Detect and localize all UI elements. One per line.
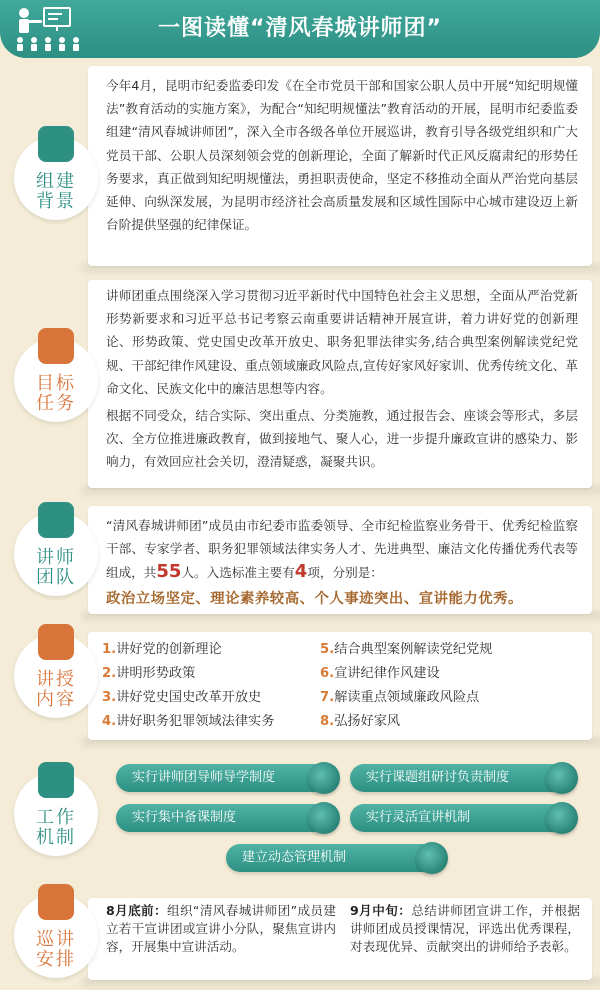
badge-label-line2: 安排 <box>36 949 76 970</box>
knob-icon <box>546 762 578 794</box>
badge-label-line1: 组建 <box>36 171 76 192</box>
knob-icon <box>308 802 340 834</box>
team-paragraph <box>106 514 578 585</box>
teal-square-icon <box>38 126 74 162</box>
badge-background <box>14 136 98 224</box>
header-banner <box>0 0 600 58</box>
badge-team <box>14 512 98 600</box>
topic-item: 6.宣讲纪律作风建设 <box>320 666 440 681</box>
topic-item: 4.讲好职务犯罪领域法律实务 <box>102 714 275 729</box>
member-count: 55 <box>156 561 182 583</box>
schedule-left-lead: 8月底前： <box>106 903 167 918</box>
topic-item: 3.讲好党史国史改革开放史 <box>102 690 262 705</box>
topic-item: 5.结合典型案例解读党纪党规 <box>320 642 493 657</box>
knob-icon <box>546 802 578 834</box>
schedule-left <box>106 902 336 956</box>
selection-criteria: 政治立场坚定、理论素养较高、个人事迹突出、宣讲能力优秀。 <box>106 589 523 607</box>
knob-icon <box>416 842 448 874</box>
section-mechanism <box>0 758 600 878</box>
team-text-middle: 人。入选标准主要有 <box>181 565 295 581</box>
orange-square-icon <box>38 884 74 920</box>
badge-label-line1: 讲授 <box>36 669 76 690</box>
badge-label-line1: 巡讲 <box>36 929 76 950</box>
background-paragraph: 今年4月，昆明市纪委监委印发《在全市党员干部和国家公职人员中开展“知纪明规懂法”教育活动的实施方案》，为配合“知纪明规懂法”教育活动的开展，昆明市纪委监委组建“清风春城讲师团”，深入全市各级各单位开展巡讲，教育引导各级党组织和广大党员干部、公职人员深刻领会党的创新理论，全面了解新时代正风反腐肃纪的形势任务要求，真正做到知纪明规懂法，勇担职责使命，坚定不移推动全面从严治党向基层延伸、向纵深发展，为昆明市经济社会高质量发展和区域性国际中心城市建设迈上新台阶提供坚强的纪律保证。 <box>106 78 578 233</box>
goals-paragraph-2: 根据不同受众，结合实际、突出重点、分类施教，通过报告会、座谈会等形式，多层次、全方位推进廉政教育，做到接地气、聚人心，进一步提升廉政宣讲的感染力、影响力，有效回应社会关切，澄清疑惑，凝聚共识。 <box>106 408 578 470</box>
badge-label-line2: 内容 <box>36 689 76 710</box>
section-background <box>0 66 600 266</box>
orange-square-icon <box>38 624 74 660</box>
criteria-count: 4 <box>294 561 308 583</box>
teal-square-icon <box>38 762 74 798</box>
background-panel <box>88 66 592 266</box>
topic-item: 7.解读重点领域廉政风险点 <box>320 690 480 705</box>
badge-label-line1: 工作 <box>36 807 76 828</box>
badge-label-line1: 目标 <box>36 373 76 394</box>
page-title: 一图读懂“清风春城讲师团” <box>158 16 442 41</box>
topic-item: 2.讲明形势政策 <box>102 666 196 681</box>
section-content <box>0 632 600 744</box>
teal-square-icon <box>38 502 74 538</box>
schedule-right-lead: 9月中旬： <box>350 903 412 918</box>
section-schedule <box>0 892 600 988</box>
badge-label-line2: 背景 <box>36 191 76 212</box>
section-goals <box>0 280 600 490</box>
mechanism-pill: 实行讲师团导师导学制度 <box>116 764 338 792</box>
mechanism-pill: 实行灵活宣讲机制 <box>350 804 576 832</box>
knob-icon <box>308 762 340 794</box>
orange-square-icon <box>38 328 74 364</box>
topic-item: 8.弘扬好家风 <box>320 714 401 729</box>
schedule-right-text: 总结讲师团宣讲工作，并根据讲师团成员授课情况，评选出优秀课程，对表现优异、贡献突出的讲师给予表彰。 <box>350 903 581 954</box>
badge-mechanism <box>14 772 98 860</box>
badge-label-line2: 任务 <box>36 393 76 414</box>
schedule-panel <box>88 898 592 980</box>
topic-list <box>102 638 582 734</box>
mechanism-pill: 实行集中备课制度 <box>116 804 338 832</box>
goals-panel <box>88 280 592 488</box>
team-text-after: 项，分别是： <box>307 565 383 581</box>
badge-content <box>14 634 98 722</box>
badge-label-line2: 团队 <box>36 567 76 588</box>
topic-item: 1.讲好党的创新理论 <box>102 642 222 657</box>
badge-label-line2: 机制 <box>36 827 76 848</box>
goals-paragraph-1: 讲师团重点围绕深入学习贯彻习近平新时代中国特色社会主义思想，全面从严治党新形势新要求和习近平总书记考察云南重要讲话精神开展宣讲，着力讲好党的创新理论、形势政策、党史国史改革开放史、职务犯罪法律实务,结合典型案例解读党纪党规、干部纪律作风建设、重点领域廉政风险点,宣传好家风好家训、优秀传统文化、革命文化、民族文化中的廉洁思想等内容。 <box>106 288 578 396</box>
mechanism-pill: 建立动态管理机制 <box>226 844 446 872</box>
section-team <box>0 506 600 618</box>
badge-schedule <box>14 894 98 982</box>
badge-label-line1: 讲师 <box>36 547 76 568</box>
schedule-right <box>350 902 580 956</box>
content-panel <box>88 632 592 740</box>
team-panel <box>88 506 592 614</box>
badge-goals <box>14 338 98 426</box>
schedule-left-text: 组织“清风春城讲师团”成员建立若干宣讲团或宣讲小分队，聚焦宣讲内容，开展集中宣讲活动。 <box>106 903 336 954</box>
team-text-before: “清风春城讲师团”成员由市纪委市监委领导、全市纪检监察业务骨干、优秀纪检监察干部、专家学者、职务犯罪领域法律实务人才、先进典型、廉洁文化传播优秀代表等组成，共 <box>106 518 578 581</box>
mechanism-pill: 实行课题组研讨负责制度 <box>350 764 576 792</box>
